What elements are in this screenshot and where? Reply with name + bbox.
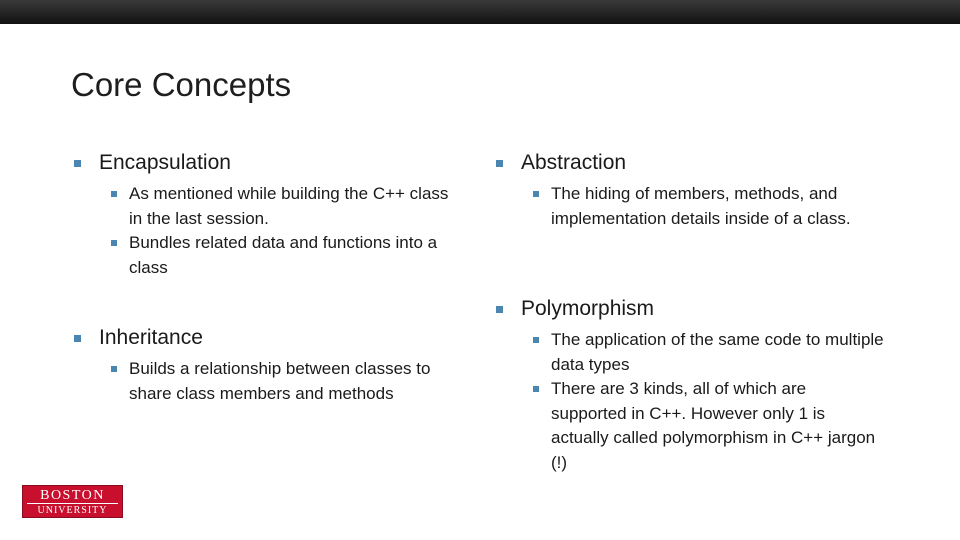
topic-encapsulation — [71, 150, 471, 280]
heading-text: Encapsulation — [99, 151, 231, 174]
topic-abstraction — [493, 150, 913, 231]
topic-inheritance — [71, 325, 481, 406]
logo-line-2: UNIVERSITY — [37, 505, 108, 516]
list-item — [533, 182, 896, 231]
topic-heading — [71, 325, 481, 351]
topic-heading — [493, 296, 913, 322]
logo-line-1: BOSTON — [40, 488, 105, 503]
heading-text: Inheritance — [99, 326, 203, 349]
square-bullet-icon — [111, 240, 117, 246]
square-bullet-icon — [533, 386, 539, 392]
square-bullet-icon — [74, 160, 81, 167]
topic-heading — [493, 150, 913, 176]
point-text: As mentioned while building the C++ class in the last session. — [129, 184, 449, 228]
list-item — [533, 328, 886, 377]
point-text: The hiding of members, methods, and implementation details inside of a class. — [551, 184, 851, 228]
square-bullet-icon — [111, 366, 117, 372]
list-item — [111, 231, 449, 280]
point-text: Bundles related data and functions into a class — [129, 233, 438, 277]
list-item — [111, 182, 449, 231]
point-text: Builds a relationship between classes to share class members and methods — [129, 359, 431, 403]
square-bullet-icon — [496, 160, 503, 167]
heading-text: Polymorphism — [521, 297, 655, 320]
point-text: The application of the same code to multiple data types — [551, 330, 884, 374]
topic-heading — [71, 150, 471, 176]
slide-title: Core Concepts — [71, 66, 292, 103]
square-bullet-icon — [111, 191, 117, 197]
heading-text: Abstraction — [521, 151, 627, 174]
topic-polymorphism — [493, 296, 913, 475]
point-text: There are 3 kinds, all of which are supported in C++. However only 1 is actually called polymorphism in C++ jargon (!) — [551, 379, 876, 472]
list-item — [533, 377, 886, 475]
square-bullet-icon — [74, 335, 81, 342]
list-item — [111, 357, 469, 406]
square-bullet-icon — [533, 337, 539, 343]
square-bullet-icon — [496, 306, 503, 313]
top-bar — [0, 0, 960, 24]
boston-university-logo — [22, 485, 123, 518]
square-bullet-icon — [533, 191, 539, 197]
